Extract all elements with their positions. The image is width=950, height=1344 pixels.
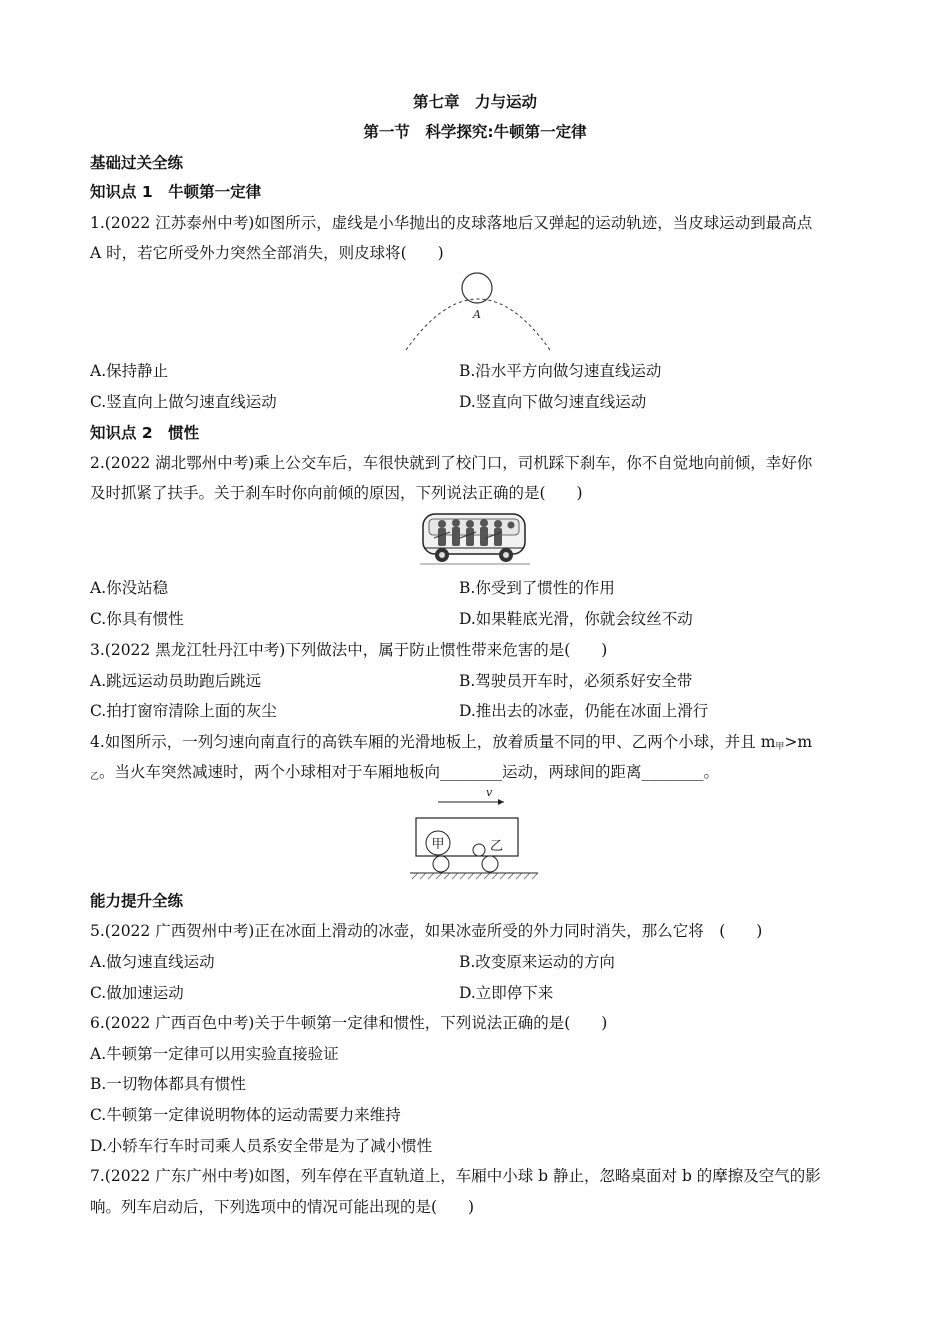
q2-text-line2: 及时抓紧了扶手。关于刹车时你向前倾的原因，下列说法正确的是( ) [90,484,583,502]
q1-figure-label: A [473,308,481,321]
knowledge-point-1: 知识点 1 牛顿第一定律 [90,183,262,201]
q4-text-line2 [90,762,719,787]
q2-bus-figure [420,508,530,568]
q4-train-figure [408,784,544,884]
chapter-title: 第七章 力与运动 [412,93,537,111]
q4-sub-jia: 甲 [775,742,785,752]
q1-option-b[interactable]: B.沿水平方向做匀速直线运动 [459,362,662,380]
q1-option-d[interactable]: D.竖直向下做匀速直线运动 [459,393,647,411]
part2-heading: 能力提升全练 [90,892,184,910]
q3-text-line1: 3.(2022 黑龙江牡丹江中考)下列做法中，属于防止惯性带来危害的是( ) [90,641,608,659]
q4-ball-yi-label: 乙 [490,839,504,854]
q6-option-b[interactable]: B.一切物体都具有惯性 [90,1075,246,1093]
q2-option-b[interactable]: B.你受到了惯性的作用 [459,579,615,597]
q6-option-a[interactable]: A.牛顿第一定律可以用实验直接验证 [90,1045,339,1063]
q1-option-a[interactable]: A.保持静止 [90,362,169,380]
q1-option-c[interactable]: C.竖直向上做匀速直线运动 [90,393,277,411]
q1-text-line2: A 时，若它所受外力突然全部消失，则皮球将( ) [90,244,444,262]
q5-option-b[interactable]: B.改变原来运动的方向 [459,953,615,971]
q2-option-d[interactable]: D.如果鞋底光滑，你就会纹丝不动 [459,610,693,628]
q4-velocity-label: v [486,786,493,799]
q4-gt: >m [784,733,813,751]
q1-text-line1: 1.(2022 江苏泰州中考)如图所示，虚线是小华抛出的皮球落地后又弹起的运动轨迹，当皮球运动到最高点 [90,214,813,232]
q4-text-main: 4.如图所示，一列匀速向南直行的高铁车厢的光滑地板上，放着质量不同的甲、乙两个小球，并且 m [90,733,776,751]
q3-option-c[interactable]: C.拍打窗帘清除上面的灰尘 [90,702,277,720]
q5-text-line1: 5.(2022 广西贺州中考)正在冰面上滑动的冰壶，如果冰壶所受的外力同时消失，那么它将 ( ) [90,922,763,940]
q4-text-line1 [90,732,812,757]
q5-option-a[interactable]: A.做匀速直线运动 [90,953,215,971]
q2-option-c[interactable]: C.你具有惯性 [90,610,184,628]
q1-trajectory-figure [398,266,558,354]
q3-option-a[interactable]: A.跳远运动员助跑后跳远 [90,672,262,690]
knowledge-point-2: 知识点 2 惯性 [90,424,200,442]
part1-heading: 基础过关全练 [90,154,184,172]
q5-option-c[interactable]: C.做加速运动 [90,984,184,1002]
q2-text-line1: 2.(2022 湖北鄂州中考)乘上公交车后，车很快就到了校门口，司机踩下刹车，你不自觉地向前倾，幸好你 [90,454,813,472]
q3-option-d[interactable]: D.推出去的冰壶，仍能在冰面上滑行 [459,702,709,720]
q4-sub-yi: 乙 [90,772,100,782]
q3-option-b[interactable]: B.驾驶员开车时，必须系好安全带 [459,672,693,690]
q4-ball-jia-label: 甲 [431,837,445,852]
q6-option-d[interactable]: D.小轿车行车时司乘人员系安全带是为了减小惯性 [90,1137,433,1155]
section-title: 第一节 科学探究:牛顿第一定律 [363,123,587,141]
q6-option-c[interactable]: C.牛顿第一定律说明物体的运动需要力来维持 [90,1106,401,1124]
q4-text-rest: 。当火车突然减速时，两个小球相对于车厢地板向________运动，两球间的距离________。 [99,763,720,781]
q2-option-a[interactable]: A.你没站稳 [90,579,169,597]
q7-text-line1: 7.(2022 广东广州中考)如图，列车停在平直轨道上，车厢中小球 b 静止，忽略桌面对 b 的摩擦及空气的影 [90,1167,821,1185]
q7-text-line2: 响。列车启动后，下列选项中的情况可能出现的是( ) [90,1198,475,1216]
q6-text-line1: 6.(2022 广西百色中考)关于牛顿第一定律和惯性，下列说法正确的是( ) [90,1014,608,1032]
q5-option-d[interactable]: D.立即停下来 [459,984,554,1002]
